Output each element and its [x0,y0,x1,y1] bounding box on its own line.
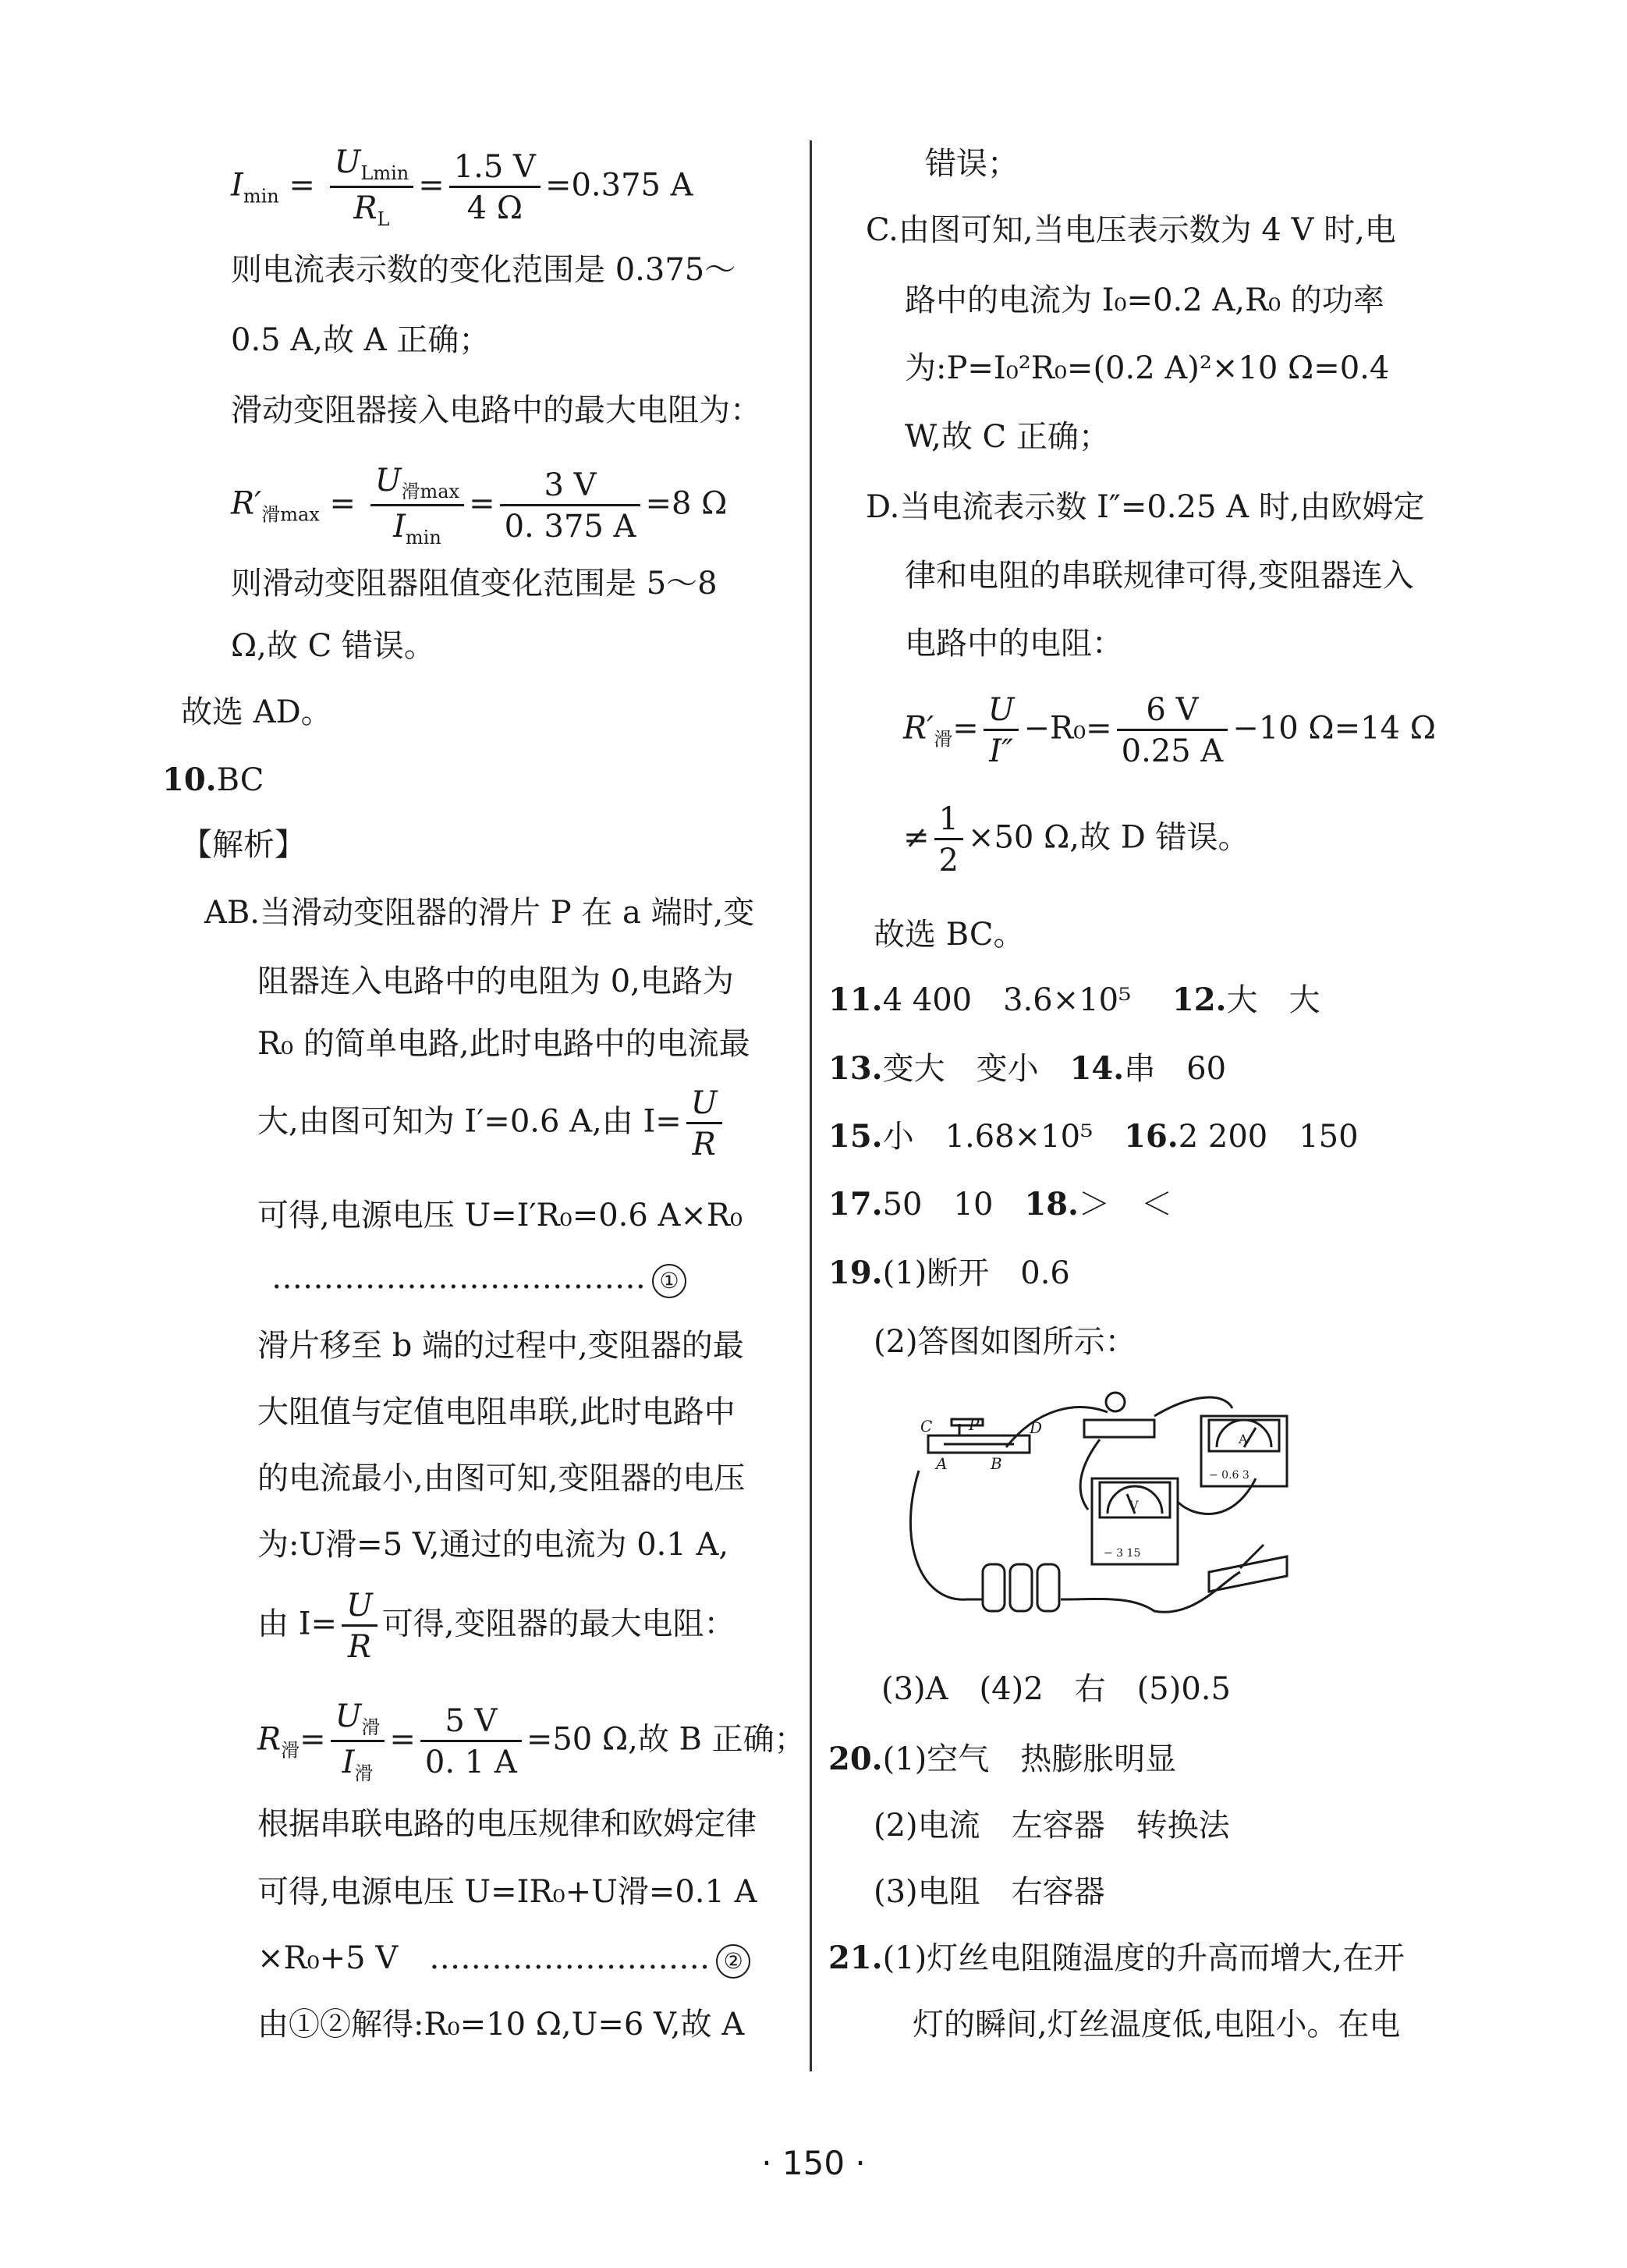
text-line: 灯的瞬间,灯丝温度低,电阻小。在电 [913,2007,1401,2043]
conclusion: 故选 AD。 [181,694,332,730]
text-line: (3)A (4)2 右 (5)0.5 [881,1671,1231,1707]
question-10: 10.BC [162,761,264,798]
label-p: P [969,1415,980,1434]
text-line: 阻器连入电路中的电阻为 0,电路为 [257,964,734,999]
text-line: 根据串联电路的电压规律和欧姆定律 [257,1806,757,1842]
label-c: C [920,1417,933,1436]
formula-imin: $I_{min}$ = $\frac{U_{Lmin}}{R_L}$ = $\frac{1.5 V}{4 \Omega}$ =0.375 A [231,144,693,230]
text-line: AB.当滑动变阻器的滑片 P 在 a 端时,变 [204,895,755,931]
answer-17-18: 17.50 10 18.＞ ＜ [828,1186,1172,1223]
formula-half: ≠ $\frac{1}{2}$ ×50 Ω,故 D 错误。 [903,801,1249,878]
formula-rmax: $R'_{滑max}$ = $\frac{U_{滑max}}{I_{min}}$ = $\frac{3 V}{0. 375 A}$ =8 Ω [231,463,728,548]
text-line: 滑片移至 b 端的过程中,变阻器的最 [257,1328,744,1364]
voltmeter-label: V [1129,1498,1139,1513]
text-line: 由①②解得:R₀=10 Ω,U=6 V,故 A [257,2007,745,2043]
text-line: 滑动变阻器接入电路中的最大电阻为： [231,392,761,428]
text-line: Ω,故 C 错误。 [231,628,435,664]
column-divider [810,140,812,2071]
text-line: W,故 C 正确； [905,419,1110,455]
answer-15-16: 15.小 1.68×10⁵ 16.2 200 150 [828,1118,1359,1155]
text-line: 大阻值与定值电阻串联,此时电路中 [257,1394,736,1430]
analysis-heading: 【解析】 [181,827,306,863]
text-line: 由 I= $\frac{U}{R}$ 可得,变阻器的最大电阻： [257,1588,736,1665]
text-line: 路中的电流为 I₀=0.2 A,R₀ 的功率 [905,282,1384,318]
text-line: (2)电流 左容器 转换法 [874,1808,1230,1844]
text-line: C.由图可知,当电压表示数为 4 V 时,电 [866,212,1396,248]
text-line: 错误； [925,146,1019,182]
ammeter-scale: − 0.6 3 [1209,1469,1249,1482]
page-number: · 150 · [761,2144,866,2182]
text-line: R₀ 的简单电路,此时电路中的电流最 [257,1026,750,1062]
formula-rd: $R'_滑=$ $\frac{U}{I''}$ −R₀= $\frac{6 V}{0.25 A}$ −10 Ω=14 Ω [903,692,1436,769]
text-line: 为:U滑=5 V,通过的电流为 0.1 A, [257,1527,729,1563]
text-line: 大,由图可知为 I′=0.6 A,由 I= $\frac{U}{R}$ [257,1088,727,1160]
answer-19: 19.(1)断开 0.6 [828,1255,1070,1291]
conclusion: 故选 BC。 [874,917,1025,953]
text-line: 的电流最小,由图可知,变阻器的电压 [257,1461,746,1496]
label-a: A [936,1454,948,1473]
text-line: (2)答图如图所示： [874,1324,1136,1360]
text-line: 则滑动变阻器阻值变化范围是 5～8 [231,566,718,602]
text-line: D.当电流表示数 I″=0.25 A 时,由欧姆定 [866,489,1425,525]
answer-20: 20.(1)空气 热膨胀明显 [828,1741,1177,1777]
text-line: 可得,电源电压 U=IR₀+U滑=0.1 A [257,1874,757,1910]
circuit-figure [897,1385,1303,1642]
text-line: ×R₀+5 V ……………………… ② [257,1943,750,1979]
text-line: 电路中的电阻： [905,626,1123,662]
answer-13-14: 13.变大 变小 14.串 60 [828,1050,1227,1087]
text-line: (3)电阻 右容器 [874,1874,1105,1910]
label-d: D [1030,1418,1043,1437]
text-line: 可得,电源电压 U=I′R₀=0.6 A×R₀ [257,1198,743,1233]
answer-21: 21.(1)灯丝电阻随温度的升高而增大,在开 [828,1940,1405,1976]
text-line: 律和电阻的串联规律可得,变阻器连入 [905,558,1414,594]
text-line: 则电流表示数的变化范围是 0.375～ [231,252,736,288]
formula-rhua: $R_滑=$ $\frac{U_滑}{I_滑}$ = $\frac{5 V}{0. 1 A}$ =50 Ω,故 B 正确； [257,1698,806,1784]
ammeter-label: A [1239,1432,1248,1446]
dots-line: ……………………………… ① [271,1262,686,1298]
text-line: 为:P=I₀²R₀=(0.2 A)²×10 Ω=0.4 [905,350,1390,386]
voltmeter-scale: − 3 15 [1104,1547,1141,1560]
answer-11-12: 11.4 400 3.6×10⁵ 12.大 大 [828,981,1320,1018]
label-b: B [991,1454,1002,1473]
text-line: 0.5 A,故 A 正确； [231,322,491,358]
